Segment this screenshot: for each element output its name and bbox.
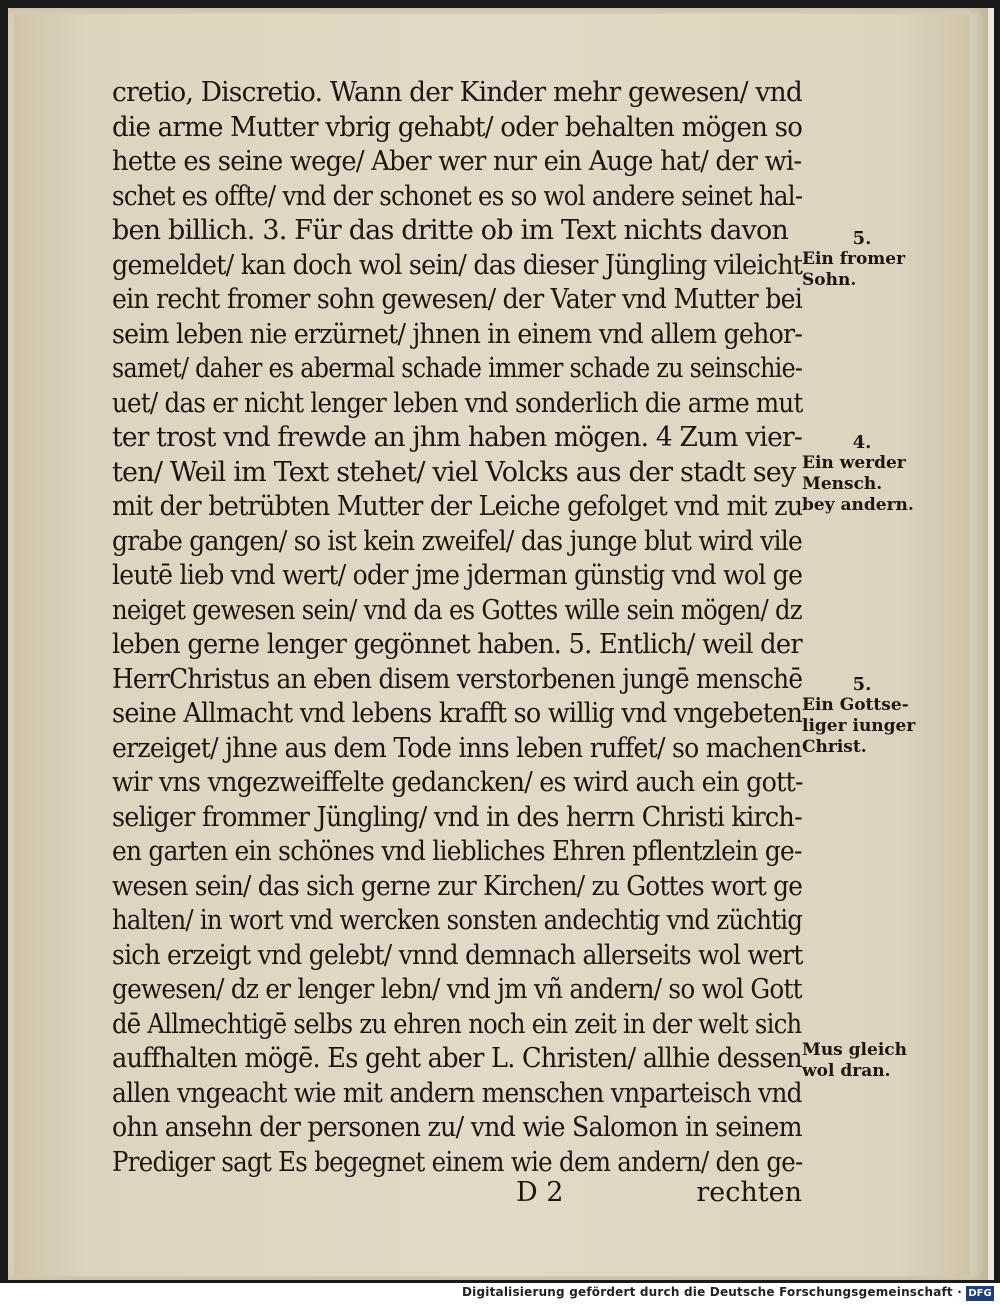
signature-mark: D 2 [516, 1177, 564, 1208]
margin-note-line: Ein fromer [802, 249, 906, 269]
catchword: rechten [696, 1177, 802, 1208]
text-line: die arme Mutter vbrig gehabt/ oder behalten mögen so [112, 111, 803, 143]
text-line: allen vngeacht wie mit andern menschen vnparteisch vnd [112, 1077, 802, 1109]
text-line: hette es seine wege/ Aber wer nur ein Auge hat/ der wi- [112, 146, 802, 177]
margin-note-line: wol dran. [802, 1061, 891, 1081]
margin-note-number: 5. [852, 674, 872, 695]
text-line: mit der betrübten Mutter der Leiche gefolget vnd mit zu [112, 491, 803, 522]
text-line: leutē lieb vnd wert/ oder jme jderman günstig vnd wol ge [112, 560, 803, 591]
margin-note-line: Ein werder [802, 453, 906, 473]
page-footer [112, 1177, 802, 1211]
text-line: erzeiget/ jhne aus dem Tode inns leben ruffet/ so machen [112, 732, 802, 764]
text-line: ein recht fromer sohn gewesen/ der Vater vnd Mutter bei [112, 284, 803, 315]
text-line: samet/ daher es abermal schade immer schade zu seinschie- [112, 353, 803, 384]
text-line: grabe gangen/ so ist kein zweifel/ das junge blut wird vile [112, 525, 803, 557]
text-line: schet es offte/ vnd der schonet es so wol andere seinet hal- [112, 180, 803, 212]
text-line: halten/ in wort vnd wercken sonsten andechtig vnd züchtig [112, 905, 803, 936]
margin-note-line: bey andern. [802, 495, 914, 515]
margin-note-number: 5. [852, 228, 872, 249]
margin-note-line: Sohn. [802, 270, 857, 290]
text-line: seliger frommer Jüngling/ vnd in des herrn Christi kirch- [112, 801, 802, 833]
dfg-logo-icon: DFG [966, 1286, 994, 1301]
margin-note-line: Mus gleich [802, 1040, 907, 1060]
text-line: ter trost vnd frewde an jhm haben mögen. 4 Zum vier- [112, 422, 802, 453]
text-line: gemeldet/ kan doch wol sein/ das dieser Jüngling vileicht [112, 249, 803, 281]
text-line: cretio, Discretio. Wann der Kinder mehr gewesen/ vnd [112, 77, 803, 108]
text-line: auffhalten mögē. Es geht aber L. Christen/ allhie dessen [112, 1043, 802, 1074]
text-line: en garten ein schönes vnd liebliches Ehren pflentzlein ge- [112, 836, 802, 867]
margin-note [802, 432, 922, 516]
text-line: wesen sein/ das sich gerne zur Kirchen/ zu Gottes wort ge [112, 870, 803, 902]
margin-note-line: Ein Gottse- [802, 695, 909, 715]
margin-note [802, 674, 922, 758]
text-line: seine Allmacht vnd lebens krafft so willig vnd vngebeten [112, 698, 803, 729]
text-line: seim leben nie erzürnet/ jhnen in einem vnd allem gehor- [112, 318, 803, 350]
credit-text: Digitalisierung gefördert durch die Deutsche Forschungsgemeinschaft · [462, 1285, 962, 1299]
text-line: sich erzeigt vnd gelebt/ vnnd demnach allerseits wol wert [112, 939, 803, 971]
text-line: ten/ Weil im Text stehet/ viel Volcks aus der stadt sey [112, 456, 796, 488]
margin-note-line: Christ. [802, 737, 867, 757]
margin-note-number: 4. [852, 432, 872, 453]
text-line: dē Allmechtigē selbs zu ehren noch ein zeit in der welt sich [112, 1008, 802, 1040]
margin-note-line: liger iunger [802, 716, 916, 736]
text-line: Prediger sagt Es begegnet einem wie dem andern/ den ge- [112, 1146, 803, 1178]
text-line: ohn ansehn der personen zu/ vnd wie Salomon in seinem [112, 1112, 802, 1143]
text-line: wir vns vngezweiffelte gedancken/ es wird auch ein gott- [112, 767, 803, 798]
text-line: neiget gewesen sein/ vnd da es Gottes wille sein mögen/ dz [112, 594, 802, 626]
margin-note [802, 228, 922, 291]
text-line: ben billich. 3. Für das dritte ob im Text nichts davon [112, 215, 788, 246]
text-line: leben gerne lenger gegönnet haben. 5. Entlich/ weil der [112, 629, 802, 660]
margin-note-line: Mensch. [802, 474, 883, 494]
text-line: HerrChristus an eben disem verstorbenen jungē menschē [112, 663, 803, 695]
body-text-block [112, 76, 802, 1180]
text-line: gewesen/ dz er lenger lebn/ vnd jm vñ andern/ so wol Gott [112, 974, 802, 1005]
text-line: uet/ das er nicht lenger leben vnd sonderlich die arme mut [112, 387, 803, 419]
credit-bar [0, 1283, 1000, 1305]
margin-note [802, 1040, 907, 1082]
